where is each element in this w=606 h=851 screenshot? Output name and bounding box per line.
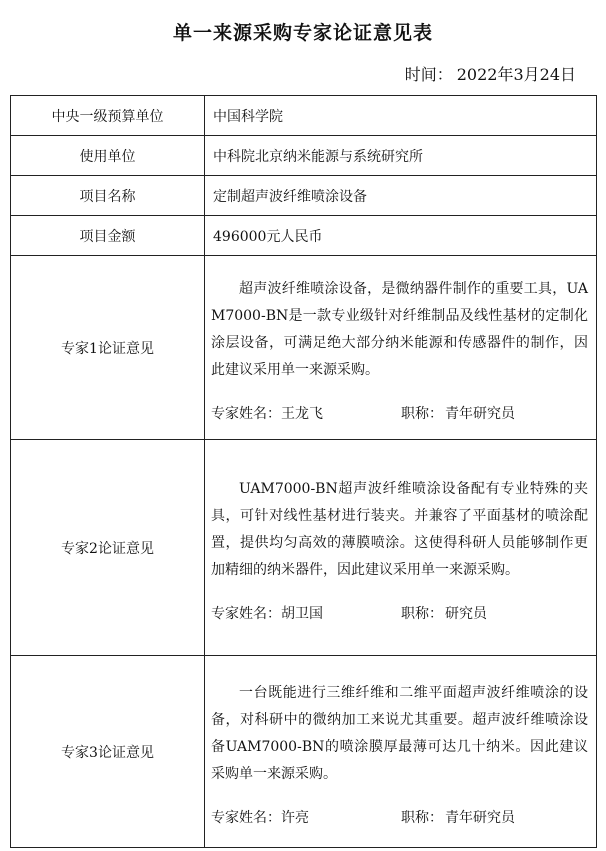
row-label: 项目名称 (11, 176, 205, 216)
table-row-expert-1 (11, 256, 597, 440)
table-row-user-unit (11, 136, 597, 176)
date-value: 2022年3月24日 (456, 65, 576, 84)
expert-name-label: 专家姓名： (211, 605, 281, 622)
table-row-project-amount (11, 216, 597, 256)
table-row-expert-3 (11, 656, 597, 848)
table-row-project-name (11, 176, 597, 216)
page-title: 单一来源采购专家论证意见表 (172, 22, 433, 44)
expert-name: 王龙飞 (281, 405, 323, 422)
expert-title-label: 职称： (401, 605, 443, 622)
date-label: 时间： (404, 65, 453, 84)
expert-name-label: 专家姓名： (211, 405, 281, 422)
expert-title-label: 职称： (401, 405, 443, 422)
expert-name-label: 专家姓名： (211, 809, 281, 826)
expert-title-label: 职称： (401, 809, 443, 826)
expert-name: 胡卫国 (281, 605, 323, 622)
row-value: 中国科学院 (205, 96, 597, 136)
expert-name: 许亮 (281, 809, 309, 826)
table-row-budget-unit (11, 96, 597, 136)
expert-label: 专家3论证意见 (11, 656, 205, 848)
expert-opinion-cell (205, 656, 597, 848)
row-label: 使用单位 (11, 136, 205, 176)
row-value: 中科院北京纳米能源与系统研究所 (205, 136, 597, 176)
expert-signature (211, 602, 588, 626)
expert-opinion-text: UAM7000-BN超声波纤维喷涂设备配有专业特殊的夹具，可针对线性基材进行装夹。并兼容了平面基材的喷涂配置，提供均匀高效的薄膜喷涂。这使得科研人员能够制作更加精细的纳米器件，因此建议采用单一来源采购。 (211, 480, 588, 578)
date-line (405, 62, 576, 85)
expert-opinion-cell (205, 256, 597, 440)
row-label: 项目金额 (11, 216, 205, 256)
expert-label: 专家2论证意见 (11, 440, 205, 656)
expert-title: 青年研究员 (445, 809, 515, 826)
table-row-expert-2 (11, 440, 597, 656)
expert-title: 青年研究员 (445, 405, 515, 422)
expert-opinion-cell (205, 440, 597, 656)
expert-signature (211, 402, 588, 426)
row-value: 496000元人民币 (205, 216, 597, 256)
expert-opinion-text: 超声波纤维喷涂设备，是微纳器件制作的重要工具，UAM7000-BN是一款专业级针对纤维制品及线性基材的定制化涂层设备，可满足绝大部分纳米能源和传感器件的制作，因此建议采用单一来源采购。 (211, 280, 588, 378)
opinion-form-table (10, 95, 597, 848)
expert-label: 专家1论证意见 (11, 256, 205, 440)
expert-title: 研究员 (445, 605, 487, 622)
row-value: 定制超声波纤维喷涂设备 (205, 176, 597, 216)
expert-signature (211, 806, 588, 830)
row-label: 中央一级预算单位 (11, 96, 205, 136)
expert-opinion-text: 一台既能进行三维纤维和二维平面超声波纤维喷涂的设备，对科研中的微纳加工来说尤其重要。超声波纤维喷涂设备UAM7000-BN的喷涂膜厚最薄可达几十纳米。因此建议采购单一来源采购。 (211, 684, 588, 782)
